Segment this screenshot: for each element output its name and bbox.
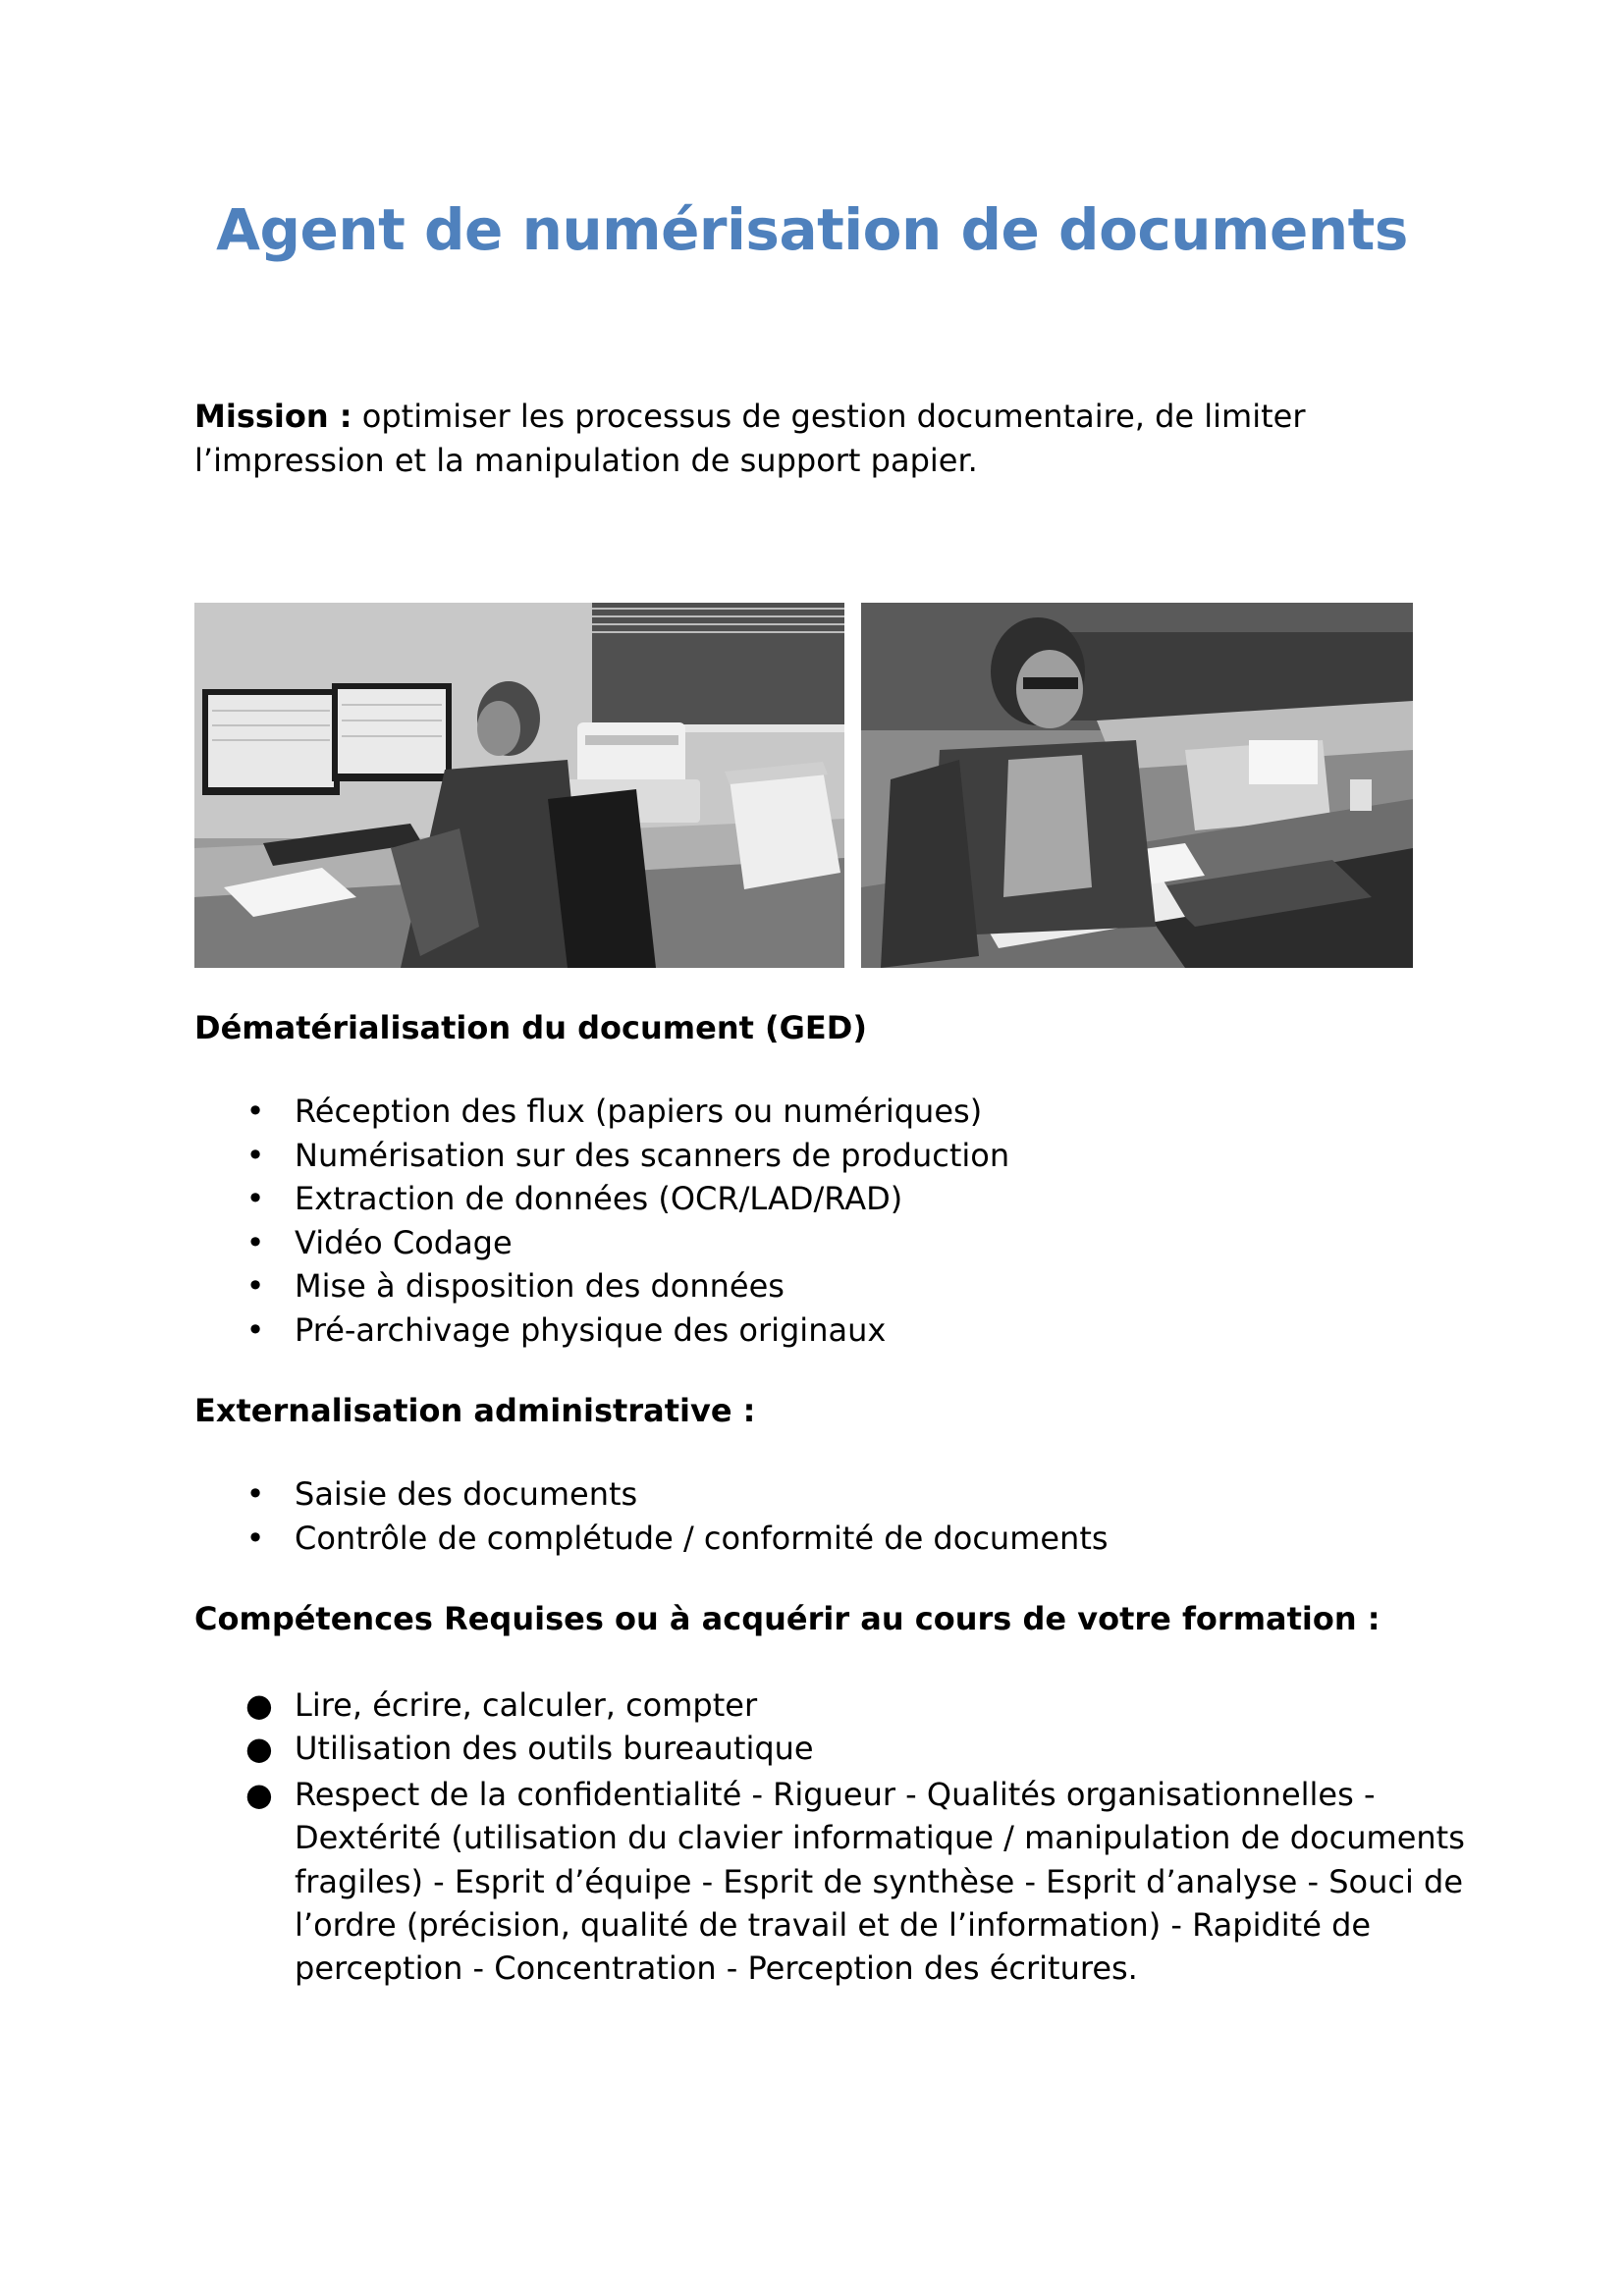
list-item: ● Respect de la confidentialité - Rigueur - Qualités organisationnelles - Dextérité (utilisation du clavier informatique / manipulation de documents fragiles) - Esprit d’équipe - Esprit de synthèse - Esprit d’analyse - Souci de l’ordre (précision, qualité de travail et de l’information) - Rapidité de perception - Concentration - Perception des écritures. <box>194 1773 1471 1991</box>
list-item: • Vidéo Codage <box>194 1221 1471 1265</box>
page-title: Agent de numérisation de documents <box>216 196 1408 263</box>
list-item: ● Lire, écrire, calculer, compter <box>194 1683 1471 1727</box>
list-item: • Pré-archivage physique des originaux <box>194 1308 1471 1353</box>
list-item: • Extraction de données (OCR/LAD/RAD) <box>194 1177 1471 1221</box>
competences-list <box>194 1683 1471 1991</box>
bullet-icon: ● <box>245 1775 273 1813</box>
bullet-icon: • <box>245 1093 265 1130</box>
bullet-icon: • <box>245 1180 265 1218</box>
section-heading-externalisation: Externalisation administrative : <box>194 1392 756 1429</box>
bullet-icon: • <box>245 1267 265 1306</box>
bullet-icon: • <box>245 1136 265 1174</box>
section-heading-dematerialisation: Dématérialisation du document (GED) <box>194 1009 867 1046</box>
bullet-icon: ● <box>245 1686 273 1724</box>
list-item: • Réception des flux (papiers ou numériques) <box>194 1090 1471 1134</box>
externalisation-list <box>194 1472 1471 1560</box>
list-item: • Mise à disposition des données <box>194 1264 1471 1308</box>
list-item: • Numérisation sur des scanners de production <box>194 1134 1471 1178</box>
photo-operator-sorting-documents <box>861 603 1413 968</box>
photo-operator-at-scanner <box>194 603 844 968</box>
bullet-icon: • <box>245 1475 265 1513</box>
bullet-icon: ● <box>245 1730 273 1768</box>
mission-paragraph <box>194 395 1461 483</box>
mission-text: optimiser les processus de gestion documentaire, de limiter l’impression et la manipulation de support papier. <box>194 398 1306 479</box>
dematerialisation-list <box>194 1090 1471 1353</box>
list-item: • Contrôle de complétude / conformité de documents <box>194 1517 1471 1561</box>
bullet-icon: • <box>245 1519 265 1557</box>
list-item: • Saisie des documents <box>194 1472 1471 1517</box>
list-item: ● Utilisation des outils bureautique <box>194 1727 1471 1770</box>
bullet-icon: • <box>245 1310 265 1349</box>
mission-label: Mission : <box>194 398 352 435</box>
section-heading-competences: Compétences Requises ou à acquérir au cours de votre formation : <box>194 1600 1380 1637</box>
bullet-icon: • <box>245 1223 265 1261</box>
